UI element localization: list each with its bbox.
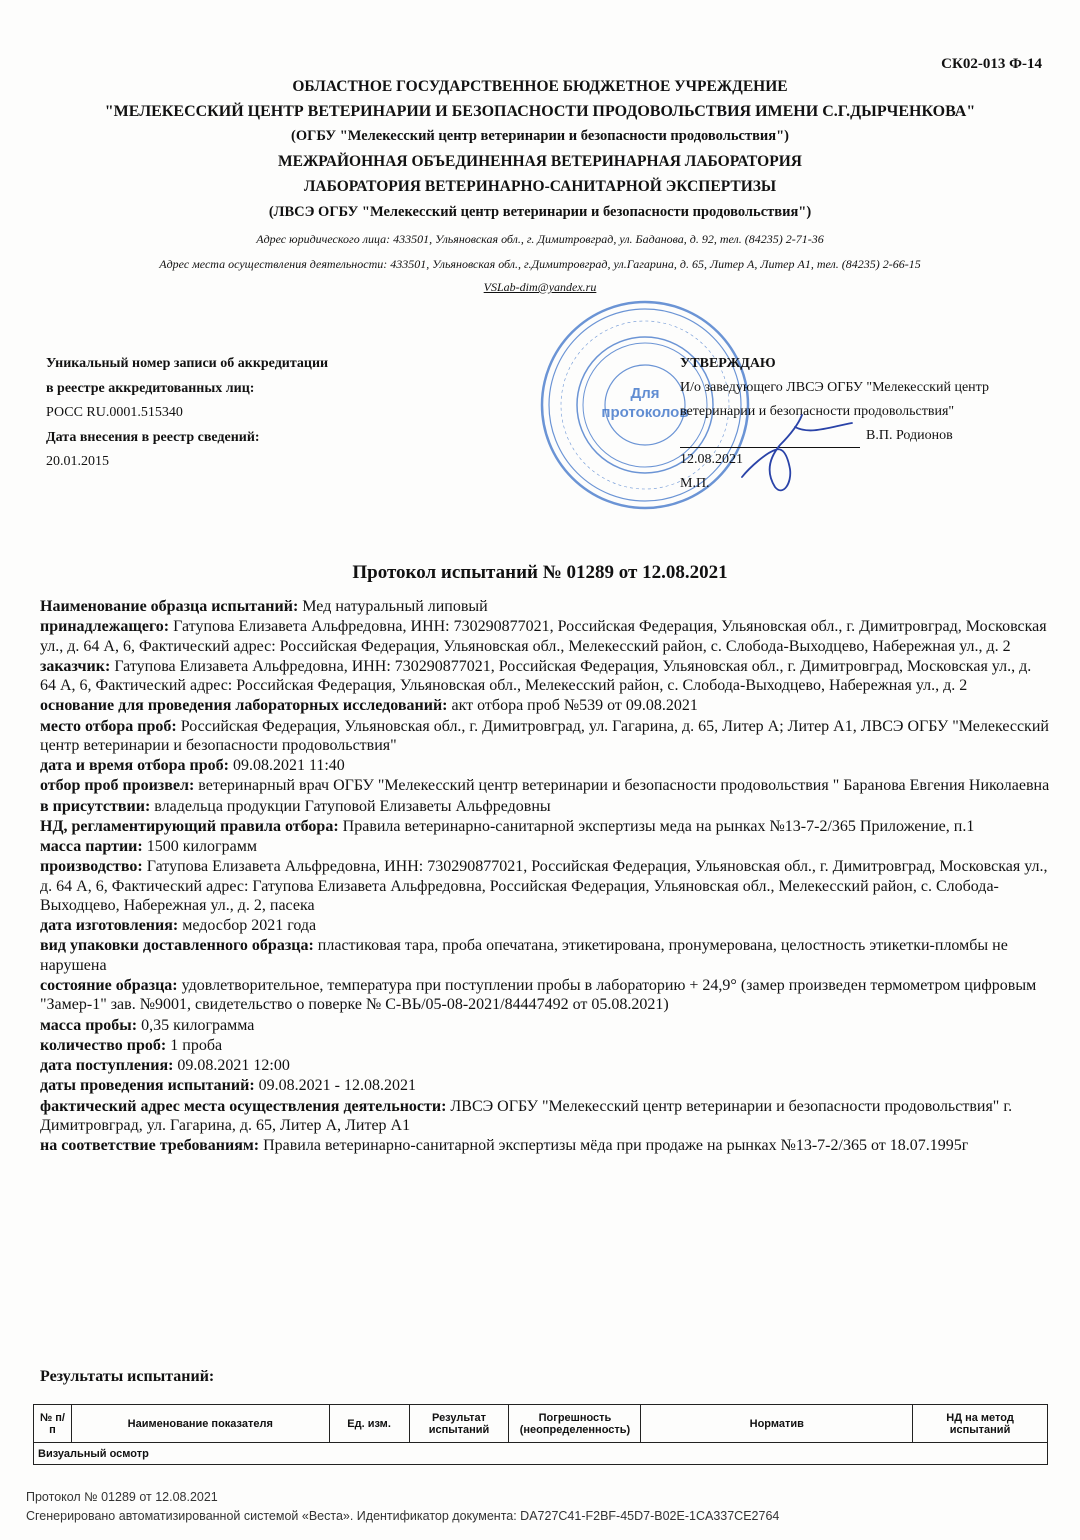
field-value: Гатупова Елизавета Альфредовна, ИНН: 730290877021, Российская Федерация, Ульяновская обл., г. Димитровград, Московская ул., д. 64 А, 6, Фактический адрес: Гатупова Елизавета Альфредовна, Российская Федерация, Ульяновская обл., Мелекесский район, с. Слобода-Выходцево, Набережная ул., д. 2, пасека <box>40 858 1048 915</box>
field-value: 1500 килограмм <box>146 838 257 856</box>
stamp-place-mark: М.П. <box>680 476 710 491</box>
field-label: заказчик: <box>40 657 111 675</box>
field-value: Правила ветеринарно-санитарной экспертизы мёда при продаже на рынках №13-7-2/365 от 18.07.1995г <box>263 1137 969 1155</box>
field-value: Гатупова Елизавета Альфредовна, ИНН: 730290877021, Российская Федерация, Ульяновская обл., г. Димитровград, Московская ул., д. 64 А, 6, Фактический адрес: Российская Федерация, Ульяновская обл., Мелекесский район, с. Слобода-Выходцево, Набережная ул., д. 2 <box>40 618 1047 655</box>
field-row <box>40 1076 1050 1095</box>
col-header-indicator: Наименование показателя <box>71 1405 329 1443</box>
field-row <box>40 1097 1050 1136</box>
field-row <box>40 696 1050 715</box>
section-label: Визуальный осмотр <box>34 1443 1048 1465</box>
registry-date: 20.01.2015 <box>46 454 109 469</box>
email-link[interactable]: VSLab-dim@yandex.ru <box>483 280 597 294</box>
stamp-center-line2: протоколов <box>601 404 689 421</box>
col-header-method: НД на метод испытаний <box>913 1405 1048 1443</box>
field-label: фактический адрес места осуществления деятельности: <box>40 1097 447 1115</box>
field-row <box>40 916 1050 935</box>
field-row <box>40 1036 1050 1055</box>
field-row <box>40 597 1050 616</box>
accreditation-label: Уникальный номер записи об аккредитации <box>46 356 329 371</box>
field-value: пластиковая тара, проба опечатана, этикетирована, пронумерована, целостность этикетки-пломбы не нарушена <box>40 937 1008 974</box>
field-label: количество проб: <box>40 1036 167 1054</box>
legal-address: Адрес юридического лица: 433501, Ульяновская обл., г. Димитровград, ул. Баданова, д. 92, тел. (84235) 2-71-36 <box>256 232 824 246</box>
org-header-line3: (ОГБУ "Мелекесский центр ветеринарии и безопасности продовольствия") <box>291 128 789 144</box>
table-header-row <box>34 1405 1048 1443</box>
approver-position: И/о заведующего ЛВСЭ ОГБУ "Мелекесский центр <box>680 380 989 395</box>
activity-address: Адрес места осуществления деятельности: 433501, Ульяновская обл., г.Димитровград, ул.Гагарина, д. 65, Литер А, Литер А1, тел. (84235) 2-66-15 <box>159 257 921 271</box>
field-value: Гатупова Елизавета Альфредовна, ИНН: 730290877021, Российская Федерация, Ульяновская обл., г. Димитровград, Московская ул., д. 64 А, 6, Фактический адрес: Российская Федерация, Ульяновская обл., Мелекесский район, с. Слобода-Выходцево, Набережная ул., д. 2 <box>40 657 1032 695</box>
field-label: масса пробы: <box>40 1016 138 1034</box>
field-row <box>40 657 1050 696</box>
field-row <box>40 976 1050 1015</box>
field-value: акт отбора проб №539 от 09.08.2021 <box>451 697 698 715</box>
approver-position-2: ветеринарии и безопасности продовольствия" <box>680 404 955 419</box>
field-label: место отбора проб: <box>40 717 177 735</box>
field-value: медосбор 2021 года <box>182 917 317 935</box>
results-title: Результаты испытаний: <box>40 1368 215 1385</box>
field-row <box>40 617 1050 656</box>
field-row <box>40 1016 1050 1035</box>
field-row <box>40 776 1050 795</box>
field-label: масса партии: <box>40 838 143 856</box>
registry-date-label: Дата внесения в реестр сведений: <box>46 429 260 445</box>
field-label: вид упаковки доставленного образца: <box>40 937 314 955</box>
field-label: производство: <box>40 858 143 876</box>
field-label: в присутствии: <box>40 797 151 815</box>
approver-name: В.П. Родионов <box>866 428 953 443</box>
field-row <box>40 756 1050 775</box>
field-value: Мед натуральный липовый <box>302 598 488 615</box>
field-label: НД, регламентирующий правила отбора: <box>40 817 339 835</box>
col-header-unit: Ед. изм. <box>329 1405 409 1443</box>
accreditation-number: РОСС RU.0001.515340 <box>46 405 183 420</box>
field-label: дата изготовления: <box>40 917 179 935</box>
field-row <box>40 797 1050 816</box>
field-value: ЛВСЭ ОГБУ "Мелекесский центр ветеринарии и безопасности продовольствия" г. Димитровград, ул. Гагарина, д. 65, Литер А, Литер А1 <box>40 1097 1013 1134</box>
field-row <box>40 857 1050 915</box>
org-header-line1: ОБЛАСТНОЕ ГОСУДАРСТВЕННОЕ БЮДЖЕТНОЕ УЧРЕЖДЕНИЕ <box>292 78 788 95</box>
col-header-result: Результат испытаний <box>409 1405 509 1443</box>
document-code: СК02-013 Ф-14 <box>941 56 1042 72</box>
field-row <box>40 1056 1050 1075</box>
field-value: 09.08.2021 - 12.08.2021 <box>258 1077 416 1095</box>
field-label: дата поступления: <box>40 1057 174 1075</box>
field-row <box>40 717 1050 756</box>
field-label: дата и время отбора проб: <box>40 757 229 775</box>
field-row <box>40 817 1050 836</box>
field-label: на соответствие требованиям: <box>40 1137 260 1155</box>
results-table <box>33 1404 1048 1465</box>
field-value: Правила ветеринарно-санитарной экспертизы меда на рынках №13-7-2/365 Приложение, п.1 <box>342 817 975 835</box>
field-value: 1 проба <box>170 1036 223 1054</box>
footer-generated: Сгенерировано автоматизированной системой «Веста». Идентификатор документа: DA727C41-F2BF-45D7-B02E-1CA337CE2764 <box>26 1509 780 1523</box>
org-header-line6: (ЛВСЭ ОГБУ "Мелекесский центр ветеринарии и безопасности продовольствия") <box>268 204 812 220</box>
field-value: 09.08.2021 12:00 <box>177 1057 290 1075</box>
field-row <box>40 1136 1050 1155</box>
field-label: принадлежащего: <box>40 618 170 636</box>
field-value: 0,35 килограмма <box>141 1016 255 1034</box>
accreditation-label-2: в реестре аккредитованных лиц: <box>46 380 255 396</box>
protocol-title: Протокол испытаний № 01289 от 12.08.2021 <box>352 562 728 583</box>
field-value: владельца продукции Гатуповой Елизаветы Альфредовны <box>154 797 551 815</box>
approval-date: 12.08.2021 <box>680 452 743 467</box>
org-header-line4: МЕЖРАЙОННАЯ ОБЪЕДИНЕННАЯ ВЕТЕРИНАРНАЯ ЛАБОРАТОРИЯ <box>278 153 802 170</box>
org-header-line2: "МЕЛЕКЕССКИЙ ЦЕНТР ВЕТЕРИНАРИИ И БЕЗОПАСНОСТИ ПРОДОВОЛЬСТВИЯ ИМЕНИ С.Г.ДЫРЧЕНКОВА" <box>104 103 976 120</box>
col-header-uncertainty: Погрешность (неопределенность) <box>509 1405 641 1443</box>
sample-details <box>40 597 1050 1156</box>
col-header-number: № п/п <box>34 1405 72 1443</box>
stamp-center-line1: Для <box>630 385 660 402</box>
field-value: удовлетворительное, температура при поступлении пробы в лабораторию + 24,9° (замер произведен термометром цифровым "Замер-1" зав. №9001, свидетельство о поверке № С-ВЬ/05-08-2021/84447492 от 05.08.2021) <box>40 977 1037 1014</box>
field-row <box>40 936 1050 975</box>
field-label: Наименование образца испытаний: <box>40 598 299 615</box>
field-value: ветеринарный врач ОГБУ "Мелекесский центр ветеринарии и безопасности продовольствия " Баранова Евгения Николаевна <box>198 777 1050 795</box>
field-label: основание для проведения лабораторных исследований: <box>40 697 448 715</box>
field-label: отбор проб произвел: <box>40 777 195 795</box>
field-value: Российская Федерация, Ульяновская обл., г. Димитровград, ул. Гагарина, д. 65, Литер А; Литер А1, ЛВСЭ ОГБУ "Мелекесский центр ветеринарии и безопасности продовольствия" <box>40 717 1049 755</box>
table-section-row <box>34 1443 1048 1465</box>
field-label: даты проведения испытаний: <box>40 1077 255 1095</box>
field-row <box>40 837 1050 856</box>
field-label: состояние образца: <box>40 977 178 995</box>
col-header-norm: Норматив <box>641 1405 913 1443</box>
footer-protocol: Протокол № 01289 от 12.08.2021 <box>26 1490 218 1504</box>
handwritten-signature <box>740 405 860 500</box>
accreditation-block <box>46 352 328 475</box>
approval-title: УТВЕРЖДАЮ <box>680 356 776 371</box>
org-header-line5: ЛАБОРАТОРИЯ ВЕТЕРИНАРНО-САНИТАРНОЙ ЭКСПЕРТИЗЫ <box>303 178 777 195</box>
field-value: 09.08.2021 11:40 <box>232 757 345 775</box>
